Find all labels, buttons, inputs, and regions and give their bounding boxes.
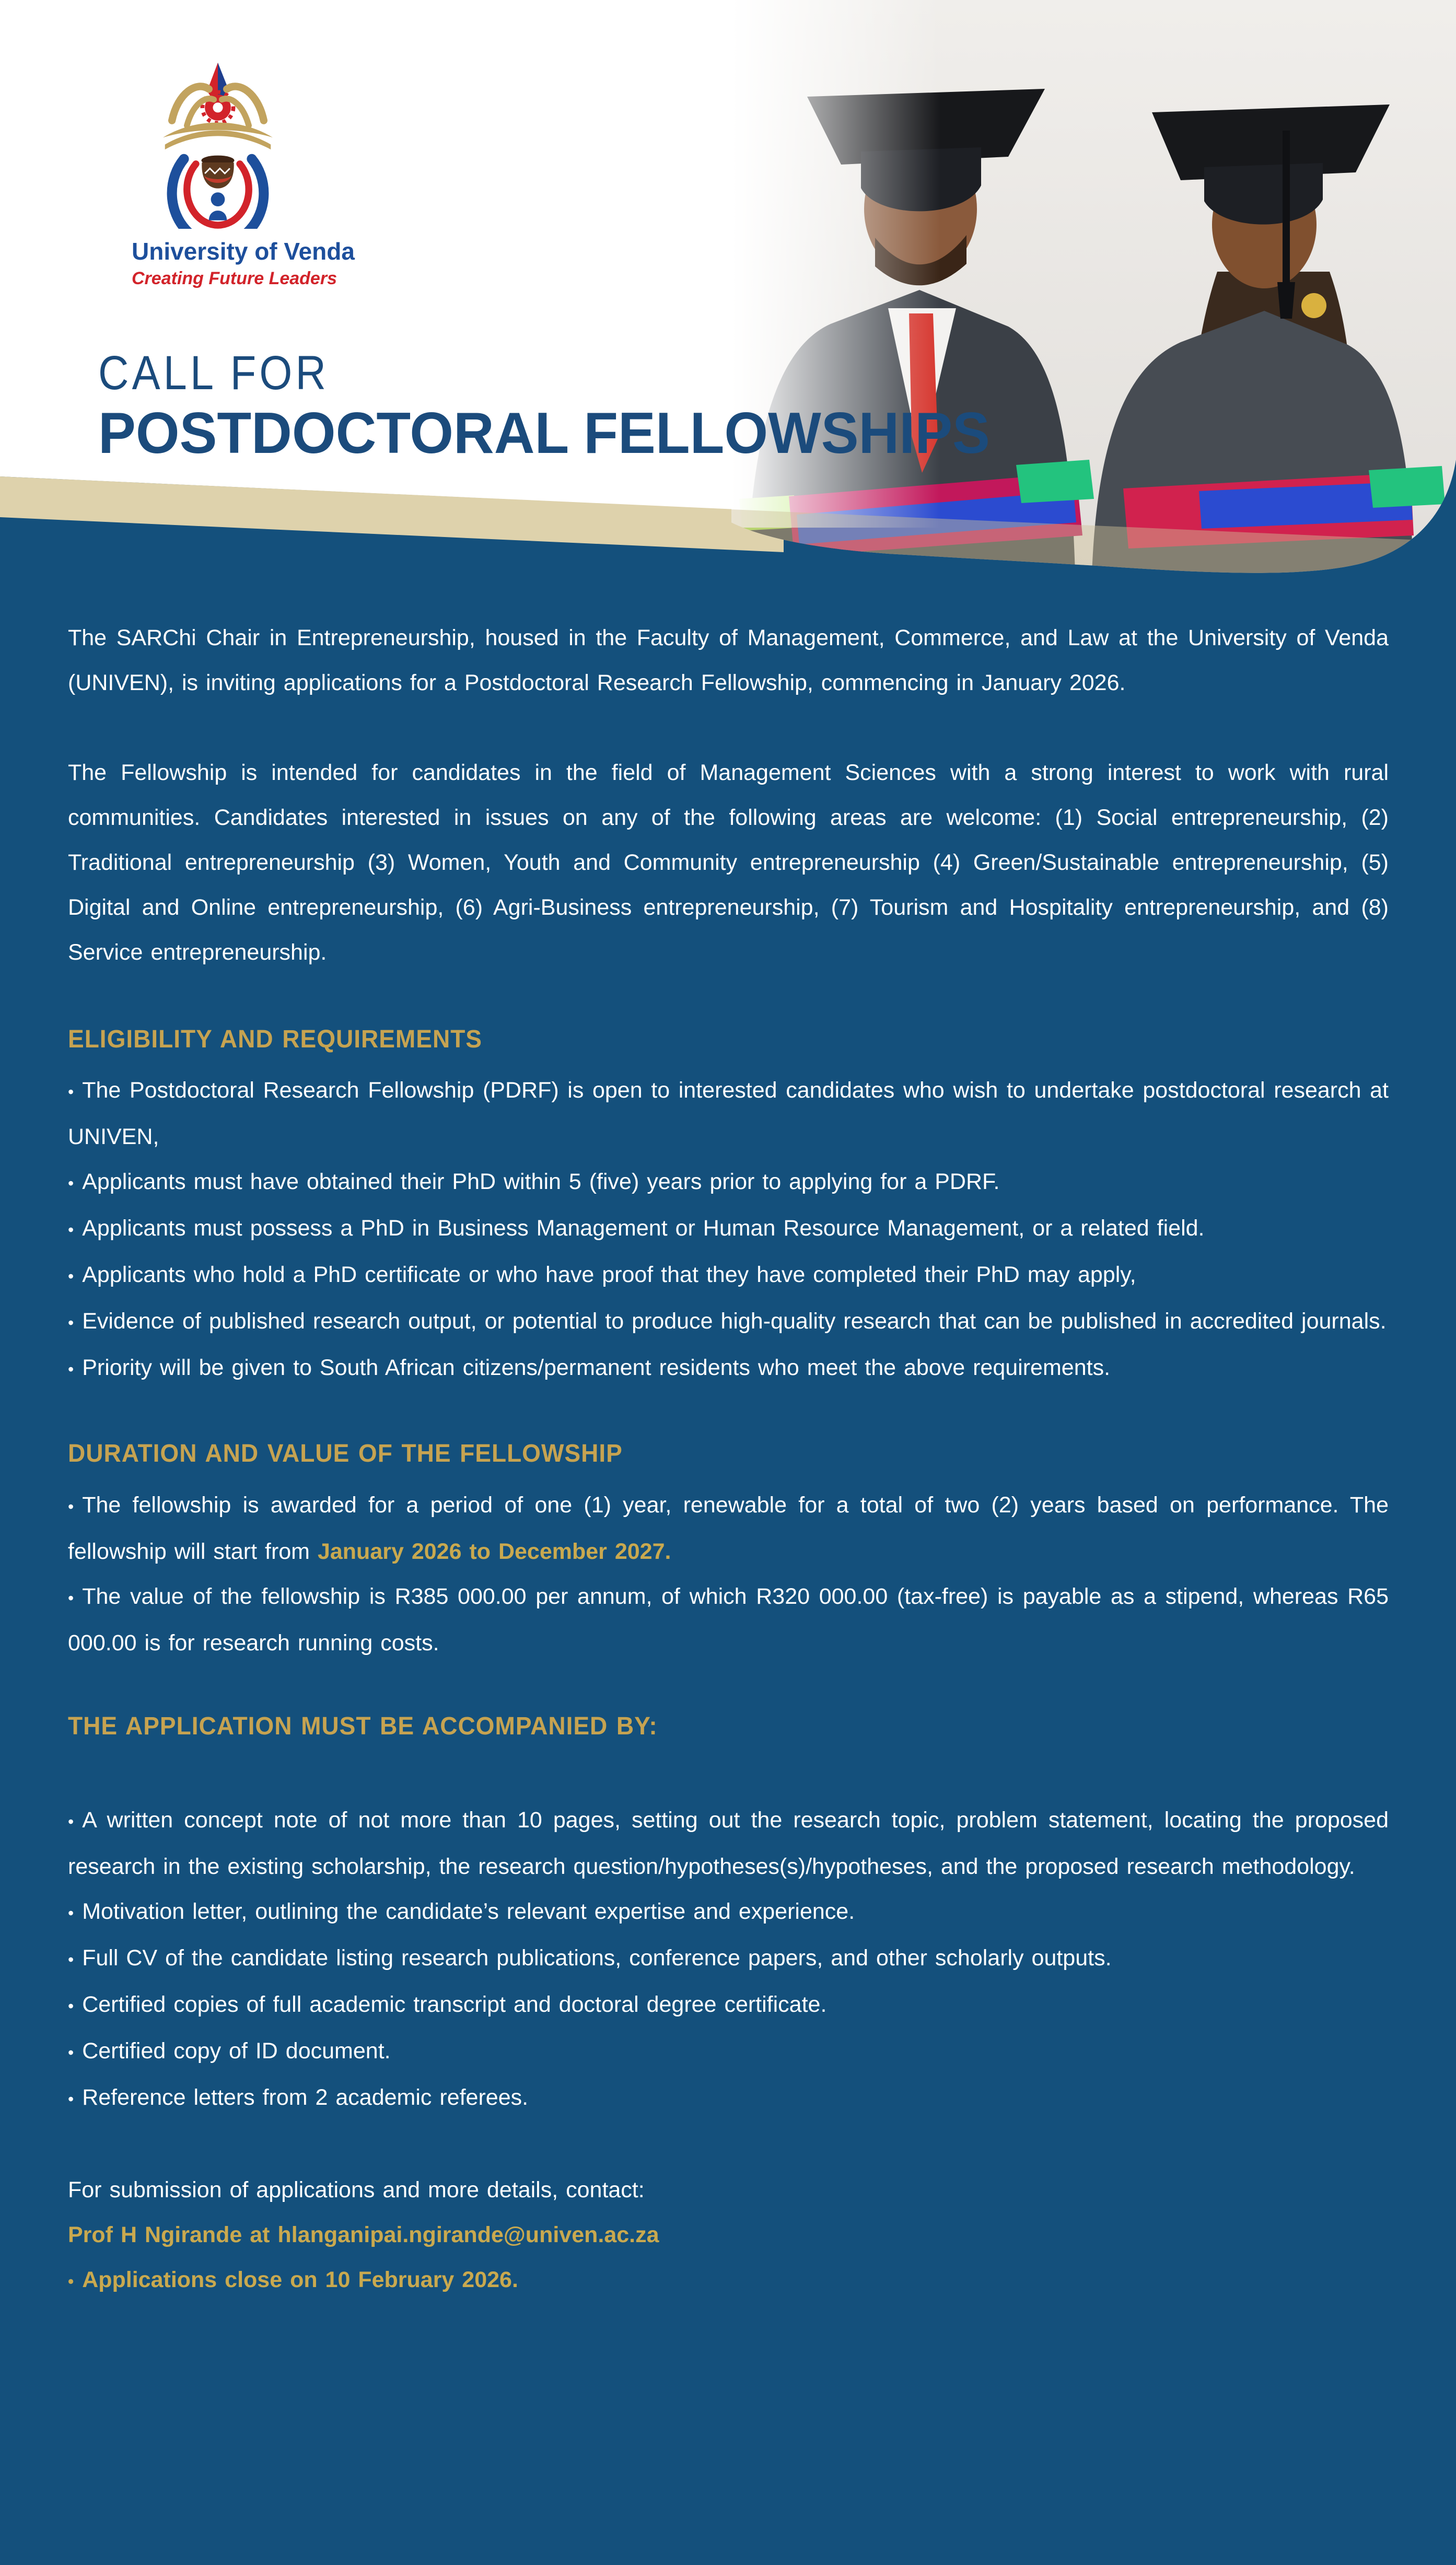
poster-title — [98, 346, 1018, 465]
university-tagline: Creating Future Leaders — [132, 269, 337, 288]
application-item — [68, 1936, 1389, 1982]
contact-intro: For submission of applications and more details, contact: — [68, 2177, 645, 2202]
bullet-icon: • — [68, 1267, 74, 1286]
intro-paragraph-2: The Fellowship is intended for candidates in the field of Management Sciences with a strong interest to work with rural communities. Candidates interested in issues on any of the following areas are welcome: (1) Social entrepreneurship, (2) Traditional entrepreneurship (3) Women, Youth and Community entrepreneurship (4) Green/Sustainable entrepreneurship, (5) Digital and Online entrepreneurship, (6) Agri-Business entrepreneurship, (7) Tourism and Hospitality entrepreneurship, and (8) Service entrepreneurship. — [68, 760, 1389, 965]
university-name: University of Venda — [132, 238, 355, 265]
intro-paragraph-1: The SARChi Chair in Entrepreneurship, housed in the Faculty of Management, Commerce, and Law at the University of Venda (UNIVEN), is inviting applications for a Postdoctoral Research Fellowship, commencing in January 2026. — [68, 625, 1389, 695]
duration-item-text: The value of the fellowship is R385 000.00 per annum, of which R320 000.00 (tax-free) is payable as a stipend, whereas R65 000.00 is for research running costs. — [68, 1584, 1389, 1655]
application-heading: THE APPLICATION MUST BE ACCOMPANIED BY: — [68, 1712, 658, 1740]
contact-person-email: Prof H Ngirande at hlanganipai.ngirande@univen.ac.za — [68, 2222, 659, 2247]
bullet-icon: • — [68, 1812, 74, 1831]
application-item — [68, 2075, 1389, 2121]
bullet-icon: • — [68, 1904, 74, 1922]
application-item — [68, 1982, 1389, 2028]
duration-item-text: The fellowship is awarded for a period of one (1) year, renewable for a total of two (2) years based on performance. The fellowship will start from — [68, 1493, 1389, 1564]
bullet-icon: • — [68, 1220, 74, 1239]
bullet-icon: • — [68, 1997, 74, 2015]
application-item — [68, 1798, 1389, 1889]
eligibility-item-text: Evidence of published research output, or potential to produce high-quality research that can be published in accredited journals. — [82, 1309, 1387, 1334]
poster-body — [68, 615, 1389, 2304]
duration-heading: DURATION AND VALUE OF THE FELLOWSHIP — [68, 1440, 623, 1467]
title-call-for: CALL FOR — [98, 346, 330, 400]
eligibility-item-text: The Postdoctoral Research Fellowship (PDRF) is open to interested candidates who wish to undertake postdoctoral research at UNIVEN, — [68, 1078, 1389, 1149]
eligibility-item — [68, 1252, 1389, 1299]
application-item — [68, 1889, 1389, 1936]
graduates-photo — [731, 0, 1456, 653]
eligibility-item-text: Applicants must have obtained their PhD within 5 (five) years prior to applying for a PDRF. — [82, 1169, 1000, 1194]
bullet-icon: • — [68, 1174, 74, 1193]
duration-item — [68, 1574, 1389, 1665]
application-item-text: Full CV of the candidate listing research publications, conference papers, and other scholarly outputs. — [82, 1945, 1112, 1971]
bullet-icon: • — [68, 1082, 74, 1101]
eligibility-item-text: Applicants who hold a PhD certificate or who have proof that they have completed their PhD may apply, — [82, 1262, 1136, 1287]
eligibility-heading: ELIGIBILITY AND REQUIREMENTS — [68, 1025, 483, 1053]
application-item-text: Certified copies of full academic transcript and doctoral degree certificate. — [82, 1992, 827, 2017]
eligibility-item — [68, 1299, 1389, 1345]
closing-date — [68, 2257, 1389, 2304]
application-item-text: Reference letters from 2 academic referees. — [82, 2085, 529, 2110]
bullet-icon: • — [68, 1360, 74, 1379]
eligibility-item — [68, 1345, 1389, 1392]
bullet-icon: • — [68, 1497, 74, 1516]
bullet-icon: • — [68, 1950, 74, 1969]
university-logo — [132, 62, 355, 289]
closing-date-text: Applications close on 10 February 2026. — [82, 2267, 518, 2292]
duration-item — [68, 1483, 1389, 1574]
bullet-icon: • — [68, 2090, 74, 2108]
bullet-icon: • — [68, 1589, 74, 1607]
application-item — [68, 2028, 1389, 2075]
university-emblem-icon — [158, 62, 278, 229]
application-item-text: A written concept note of not more than 10 pages, setting out the research topic, problem statement, locating the proposed research in the existing scholarship, the research question/hypotheses(s)/hypotheses, and the proposed research methodology. — [68, 1808, 1389, 1879]
eligibility-item — [68, 1159, 1389, 1206]
eligibility-item-text: Applicants must possess a PhD in Business Management or Human Resource Management, or a related field. — [82, 1216, 1205, 1241]
application-item-text: Motivation letter, outlining the candidate’s relevant expertise and experience. — [82, 1899, 855, 1924]
eligibility-item — [68, 1068, 1389, 1159]
application-item-text: Certified copy of ID document. — [82, 2038, 391, 2063]
bullet-icon: • — [68, 1313, 74, 1332]
eligibility-item — [68, 1206, 1389, 1252]
bullet-icon: • — [68, 2272, 74, 2291]
title-postdoctoral-fellowships: POSTDOCTORAL FELLOWSHIPS — [98, 401, 990, 465]
fellowship-dates: January 2026 to December 2027. — [317, 1539, 671, 1564]
eligibility-item-text: Priority will be given to South African citizens/permanent residents who meet the above requirements. — [82, 1355, 1111, 1380]
bullet-icon: • — [68, 2043, 74, 2062]
